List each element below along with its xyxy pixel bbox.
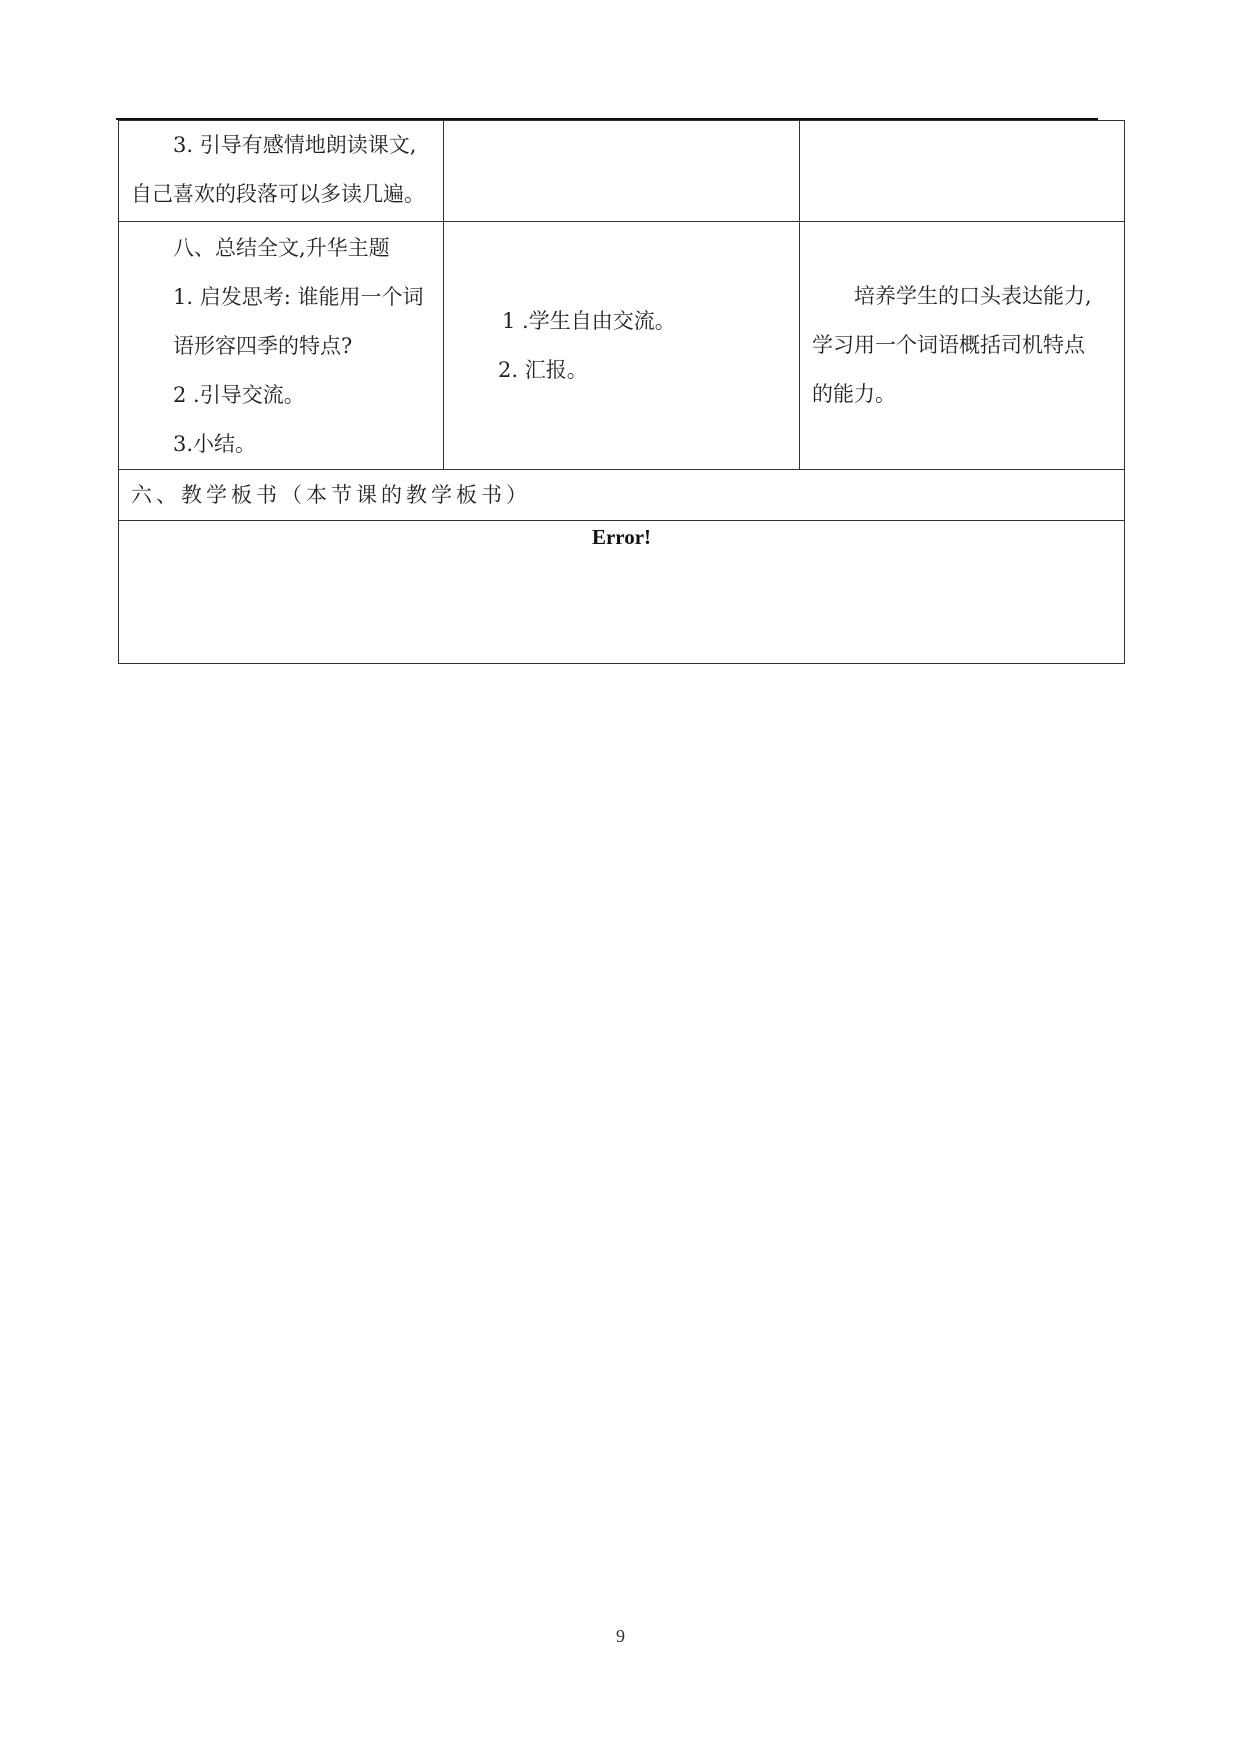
error-text: Error! <box>591 525 652 549</box>
cell-line: 自己喜欢的段落可以多读几遍。 <box>131 182 425 206</box>
section-heading: 六、教学板书（本节课的教学板书） <box>119 470 1125 521</box>
teacher-activity-cell <box>119 121 444 222</box>
design-intent-cell <box>800 121 1125 222</box>
board-writing-cell <box>119 521 1125 664</box>
cell-line: 3. 引导有感情地朗读课文, <box>173 133 417 157</box>
student-activity-cell <box>444 222 800 470</box>
table-row <box>119 521 1125 664</box>
cell-line: 1 .学生自由交流。 <box>502 308 676 333</box>
cell-line: 的能力。 <box>812 382 896 406</box>
cell-line: 2. 汇报。 <box>498 357 588 382</box>
cell-line: 1. 启发思考: 谁能用一个词 <box>173 285 424 309</box>
design-intent-cell <box>800 222 1125 470</box>
cell-line: 八、总结全文,升华主题 <box>173 236 390 260</box>
cell-line: 2 .引导交流。 <box>173 383 305 407</box>
cell-line: 学习用一个词语概括司机特点 <box>812 333 1085 357</box>
teacher-activity-cell <box>119 222 444 470</box>
cell-line: 语形容四季的特点? <box>173 334 353 358</box>
cell-line: 3.小结。 <box>173 432 257 456</box>
table-row <box>119 222 1125 470</box>
table-row <box>119 121 1125 222</box>
cell-line: 培养学生的口头表达能力, <box>854 284 1092 308</box>
table-row <box>119 470 1125 521</box>
page-number: 9 <box>616 1626 625 1646</box>
lesson-plan-table <box>118 120 1125 664</box>
student-activity-cell <box>444 121 800 222</box>
